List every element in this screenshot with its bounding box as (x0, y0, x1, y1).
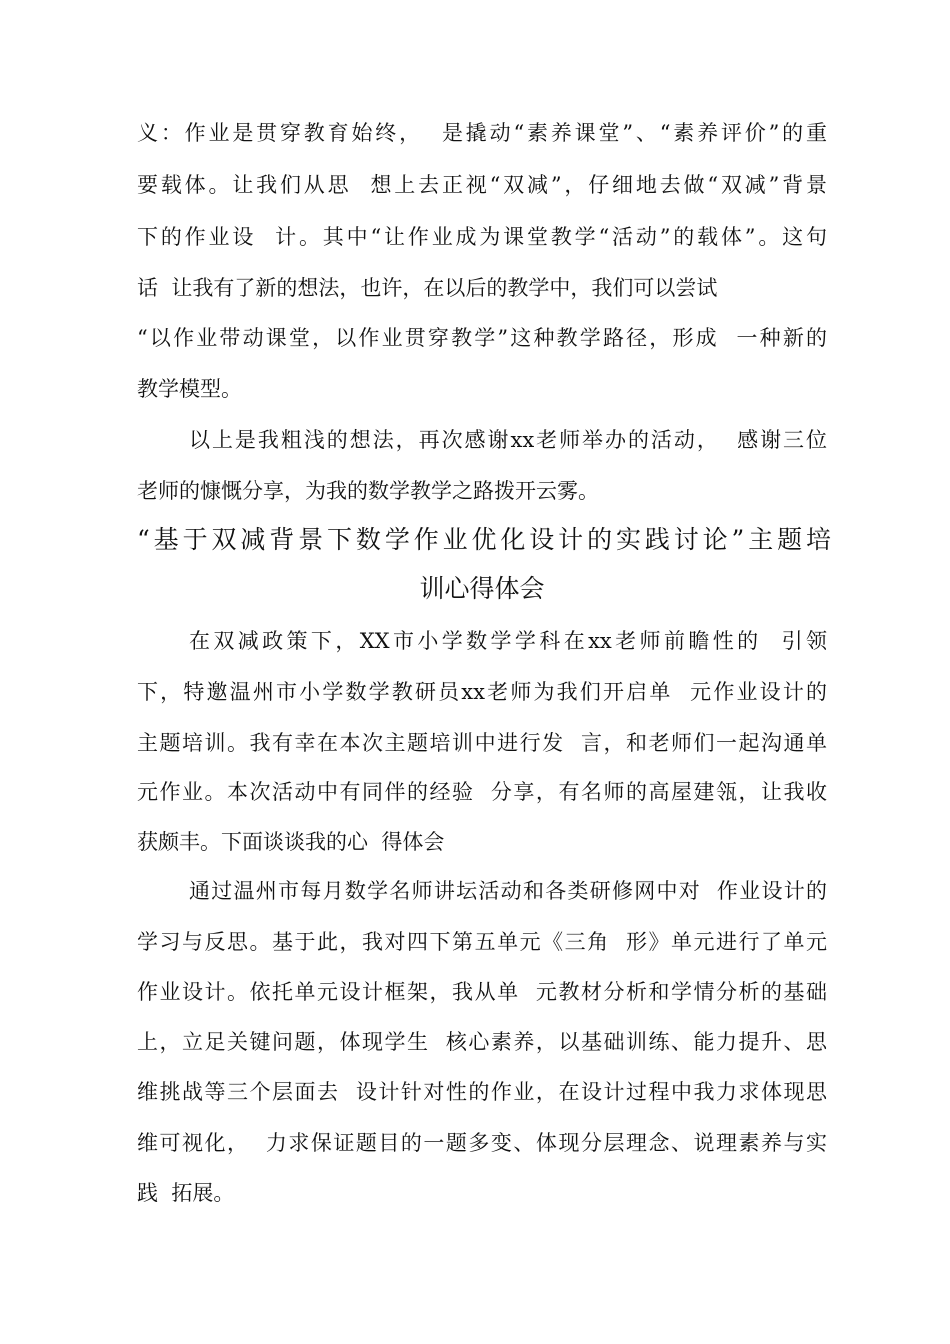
body-line: 通过温州市每月数学名师讲坛活动和各类研修网中对 作业设计的 (189, 879, 827, 903)
body-line: 老师的慷慨分享，为我的数学教学之路拨开云雾。 (137, 479, 599, 503)
body-line: 在双减政策下，XX市小学数学学科在xx老师前瞻性的 引领 (189, 629, 827, 653)
section-title: 训心得体会 (419, 574, 545, 603)
body-line: 主题培训。我有幸在本次主题培训中进行发 言，和老师们一起沟通单 (137, 731, 827, 755)
body-line: 获颇丰。下面谈谈我的心 得体会 (137, 830, 445, 854)
body-line: 义：作业是贯穿教育始终， 是撬动“素养课堂”、“素养评价”的重 (137, 121, 827, 145)
body-line: 下，特邀温州市小学数学教研员xx老师为我们开启单 元作业设计的 (137, 680, 827, 704)
body-line: 学习与反思。基于此，我对四下第五单元《三角 形》单元进行了单元 (137, 930, 827, 954)
body-line: 维挑战等三个层面去 设计针对性的作业，在设计过程中我力求体现思 (137, 1080, 827, 1104)
body-line: 元作业。本次活动中有同伴的经验 分享，有名师的高屋建瓴，让我收 (137, 780, 827, 804)
body-line: 践 拓展。 (137, 1181, 235, 1205)
section-title: “基于双减背景下数学作业优化设计的实践讨论”主题培 (137, 525, 831, 554)
body-line: 维可视化， 力求保证题目的一题多变、体现分层理念、说理素养与实 (137, 1131, 827, 1155)
body-line: 下的作业设 计。其中“让作业成为课堂教学“活动”的载体”。这句 (137, 225, 827, 249)
body-line: 上，立足关键问题，体现学生 核心素养，以基础训练、能力提升、思 (137, 1030, 827, 1054)
body-line: “以作业带动课堂，以作业贯穿教学”这种教学路径，形成 一种新的 (137, 326, 827, 350)
body-line: 作业设计。依托单元设计框架，我从单 元教材分析和学情分析的基础 (137, 980, 827, 1004)
body-line: 以上是我粗浅的想法，再次感谢xx老师举办的活动， 感谢三位 (189, 428, 827, 452)
body-line: 教学模型。 (137, 377, 242, 401)
body-line: 要载体。让我们从思 想上去正视“双减”，仔细地去做“双减”背景 (137, 173, 827, 197)
body-line: 话 让我有了新的想法，也许，在以后的教学中，我们可以尝试 (137, 276, 718, 300)
